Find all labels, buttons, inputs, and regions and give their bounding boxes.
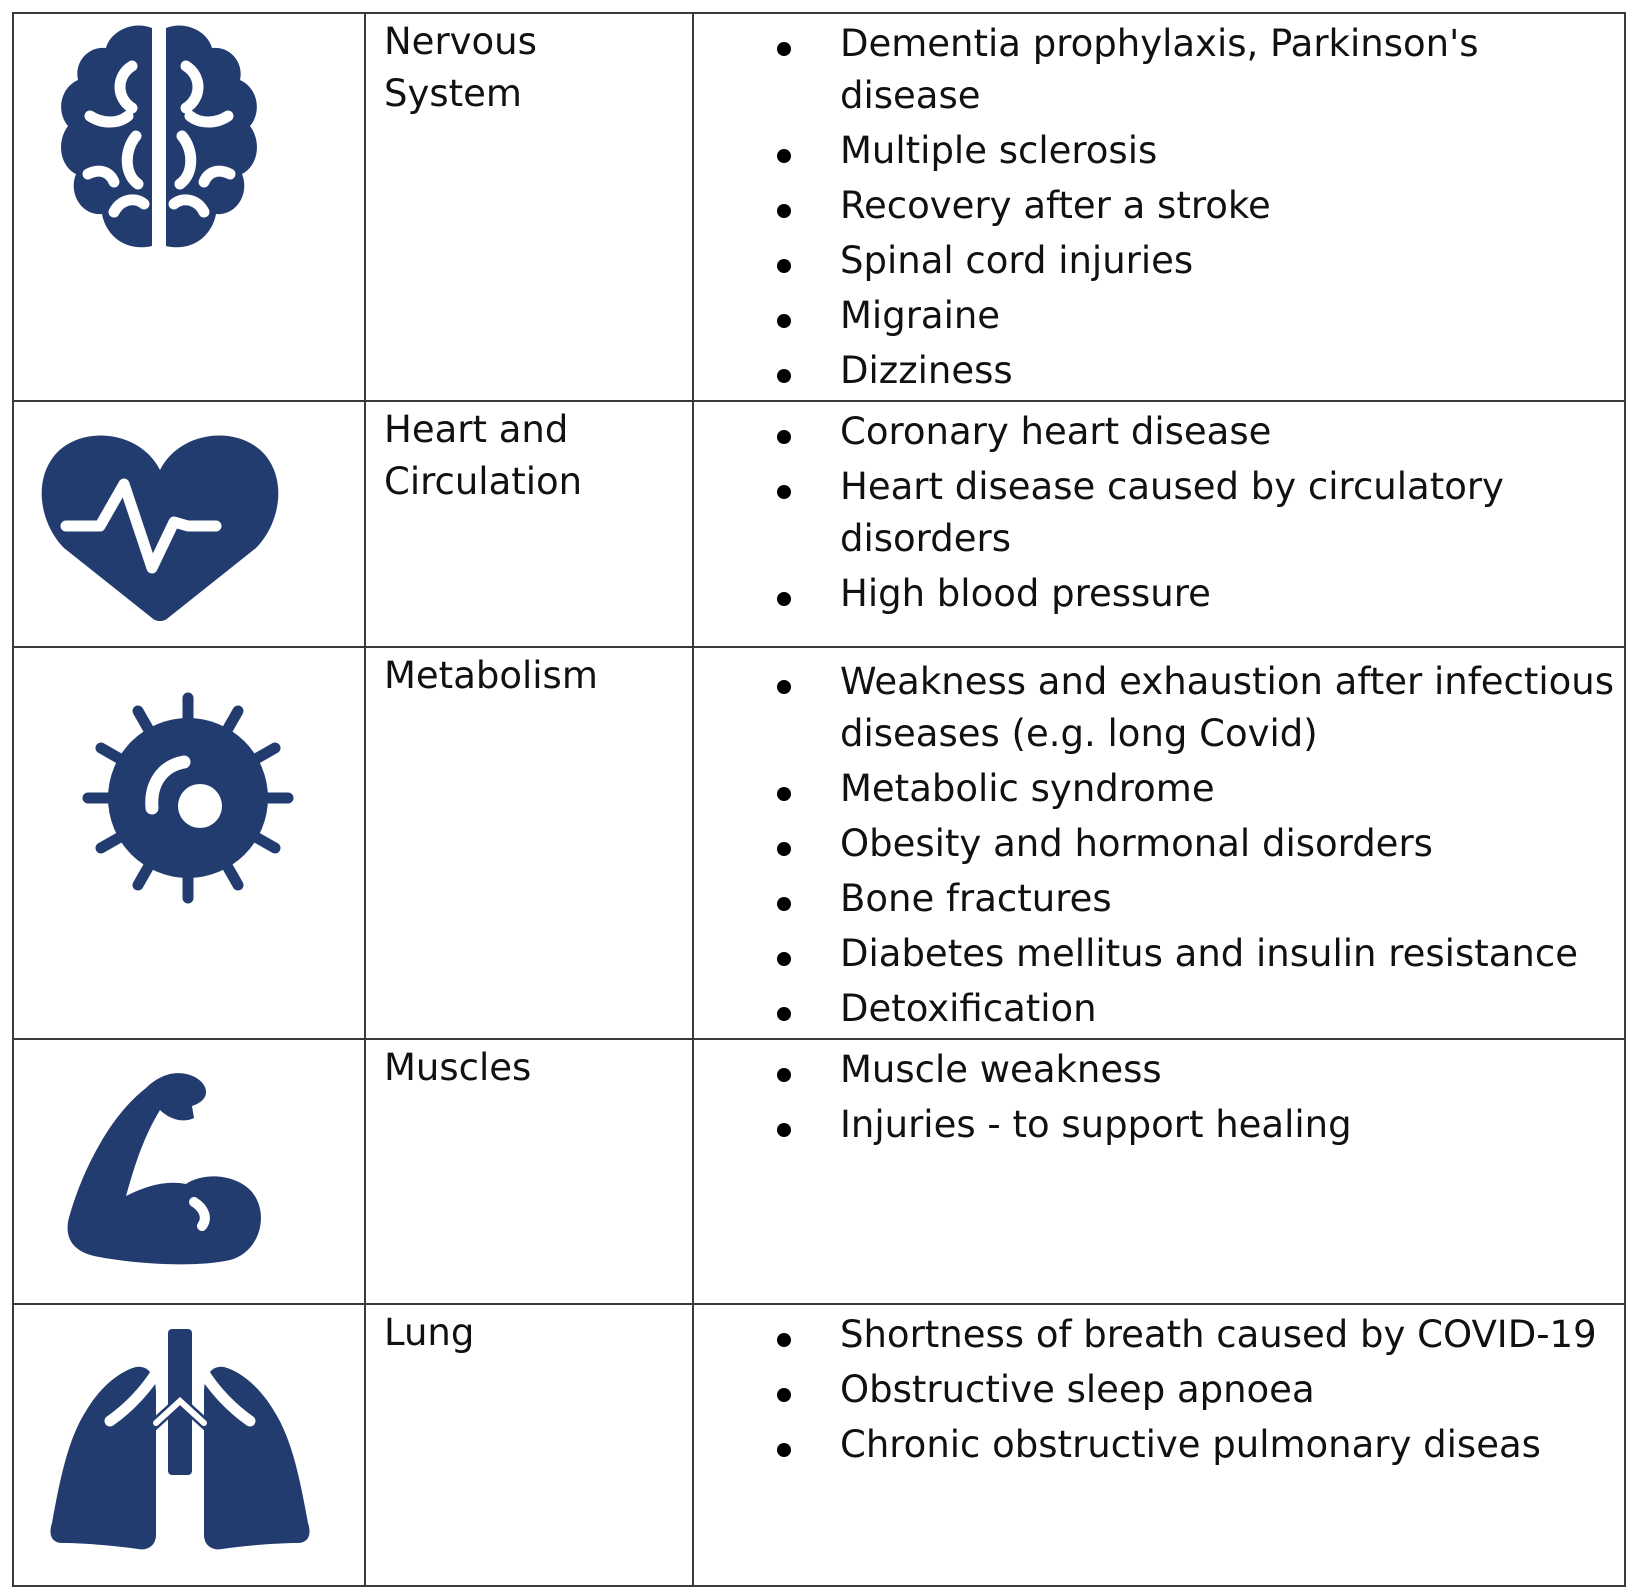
list-item: Muscle weakness (694, 1044, 1624, 1096)
system-name: Heart and Circulation (384, 408, 583, 503)
system-name: Metabolism (384, 654, 598, 697)
list-item: Recovery after a stroke (694, 180, 1624, 232)
icon-cell (13, 1304, 365, 1586)
system-name: Muscles (384, 1046, 532, 1089)
system-cell (365, 647, 693, 1039)
list-item: Detoxification (694, 983, 1624, 1035)
list-item: Coronary heart disease (694, 406, 1624, 458)
system-name: Nervous System (384, 20, 537, 115)
list-item: Injuries - to support healing (694, 1099, 1624, 1151)
conditions-cell (693, 13, 1625, 401)
system-cell (365, 13, 693, 401)
icon-cell (13, 401, 365, 647)
table-row (13, 1304, 1625, 1586)
list-item: Migraine (694, 290, 1624, 342)
list-item: High blood pressure (694, 568, 1624, 620)
conditions-cell (693, 401, 1625, 647)
system-name: Lung (384, 1311, 475, 1354)
list-item: Spinal cord injuries (694, 235, 1624, 287)
list-item: Shortness of breath caused by COVID-19 (694, 1309, 1624, 1361)
conditions-cell (693, 1304, 1625, 1586)
flexed-arm-icon (64, 1068, 274, 1268)
conditions-list (694, 1040, 1624, 1151)
conditions-list (694, 648, 1624, 1035)
icon-cell (13, 13, 365, 401)
list-item: Diabetes mellitus and insulin resistance (694, 928, 1624, 980)
list-item: Obesity and hormonal disorders (694, 818, 1624, 870)
table-row (13, 1039, 1625, 1304)
list-item: Multiple sclerosis (694, 125, 1624, 177)
list-item: Dizziness (694, 345, 1624, 397)
icon-cell (13, 1039, 365, 1304)
icon-cell (13, 647, 365, 1039)
heart-pulse-icon (40, 426, 280, 626)
conditions-cell (693, 1039, 1625, 1304)
table-row (13, 647, 1625, 1039)
cell-icon (78, 688, 298, 908)
system-cell (365, 1304, 693, 1586)
list-item: Weakness and exhaustion after infectious diseases (e.g. long Covid) (694, 656, 1624, 760)
brain-icon (54, 24, 264, 256)
list-item: Obstructive sleep apnoea (694, 1364, 1624, 1416)
conditions-list (694, 402, 1624, 620)
table-row (13, 401, 1625, 647)
list-item: Dementia prophylaxis, Parkinson's disease (694, 18, 1624, 122)
list-item: Bone fractures (694, 873, 1624, 925)
conditions-cell (693, 647, 1625, 1039)
list-item: Metabolic syndrome (694, 763, 1624, 815)
lungs-icon (50, 1329, 310, 1555)
list-item: Chronic obstructive pulmonary diseas (694, 1419, 1624, 1471)
conditions-table (12, 12, 1626, 1587)
table-row (13, 13, 1625, 401)
conditions-list (694, 14, 1624, 397)
list-item: Heart disease caused by circulatory disorders (694, 461, 1624, 565)
system-cell (365, 401, 693, 647)
conditions-list (694, 1305, 1624, 1471)
system-cell (365, 1039, 693, 1304)
